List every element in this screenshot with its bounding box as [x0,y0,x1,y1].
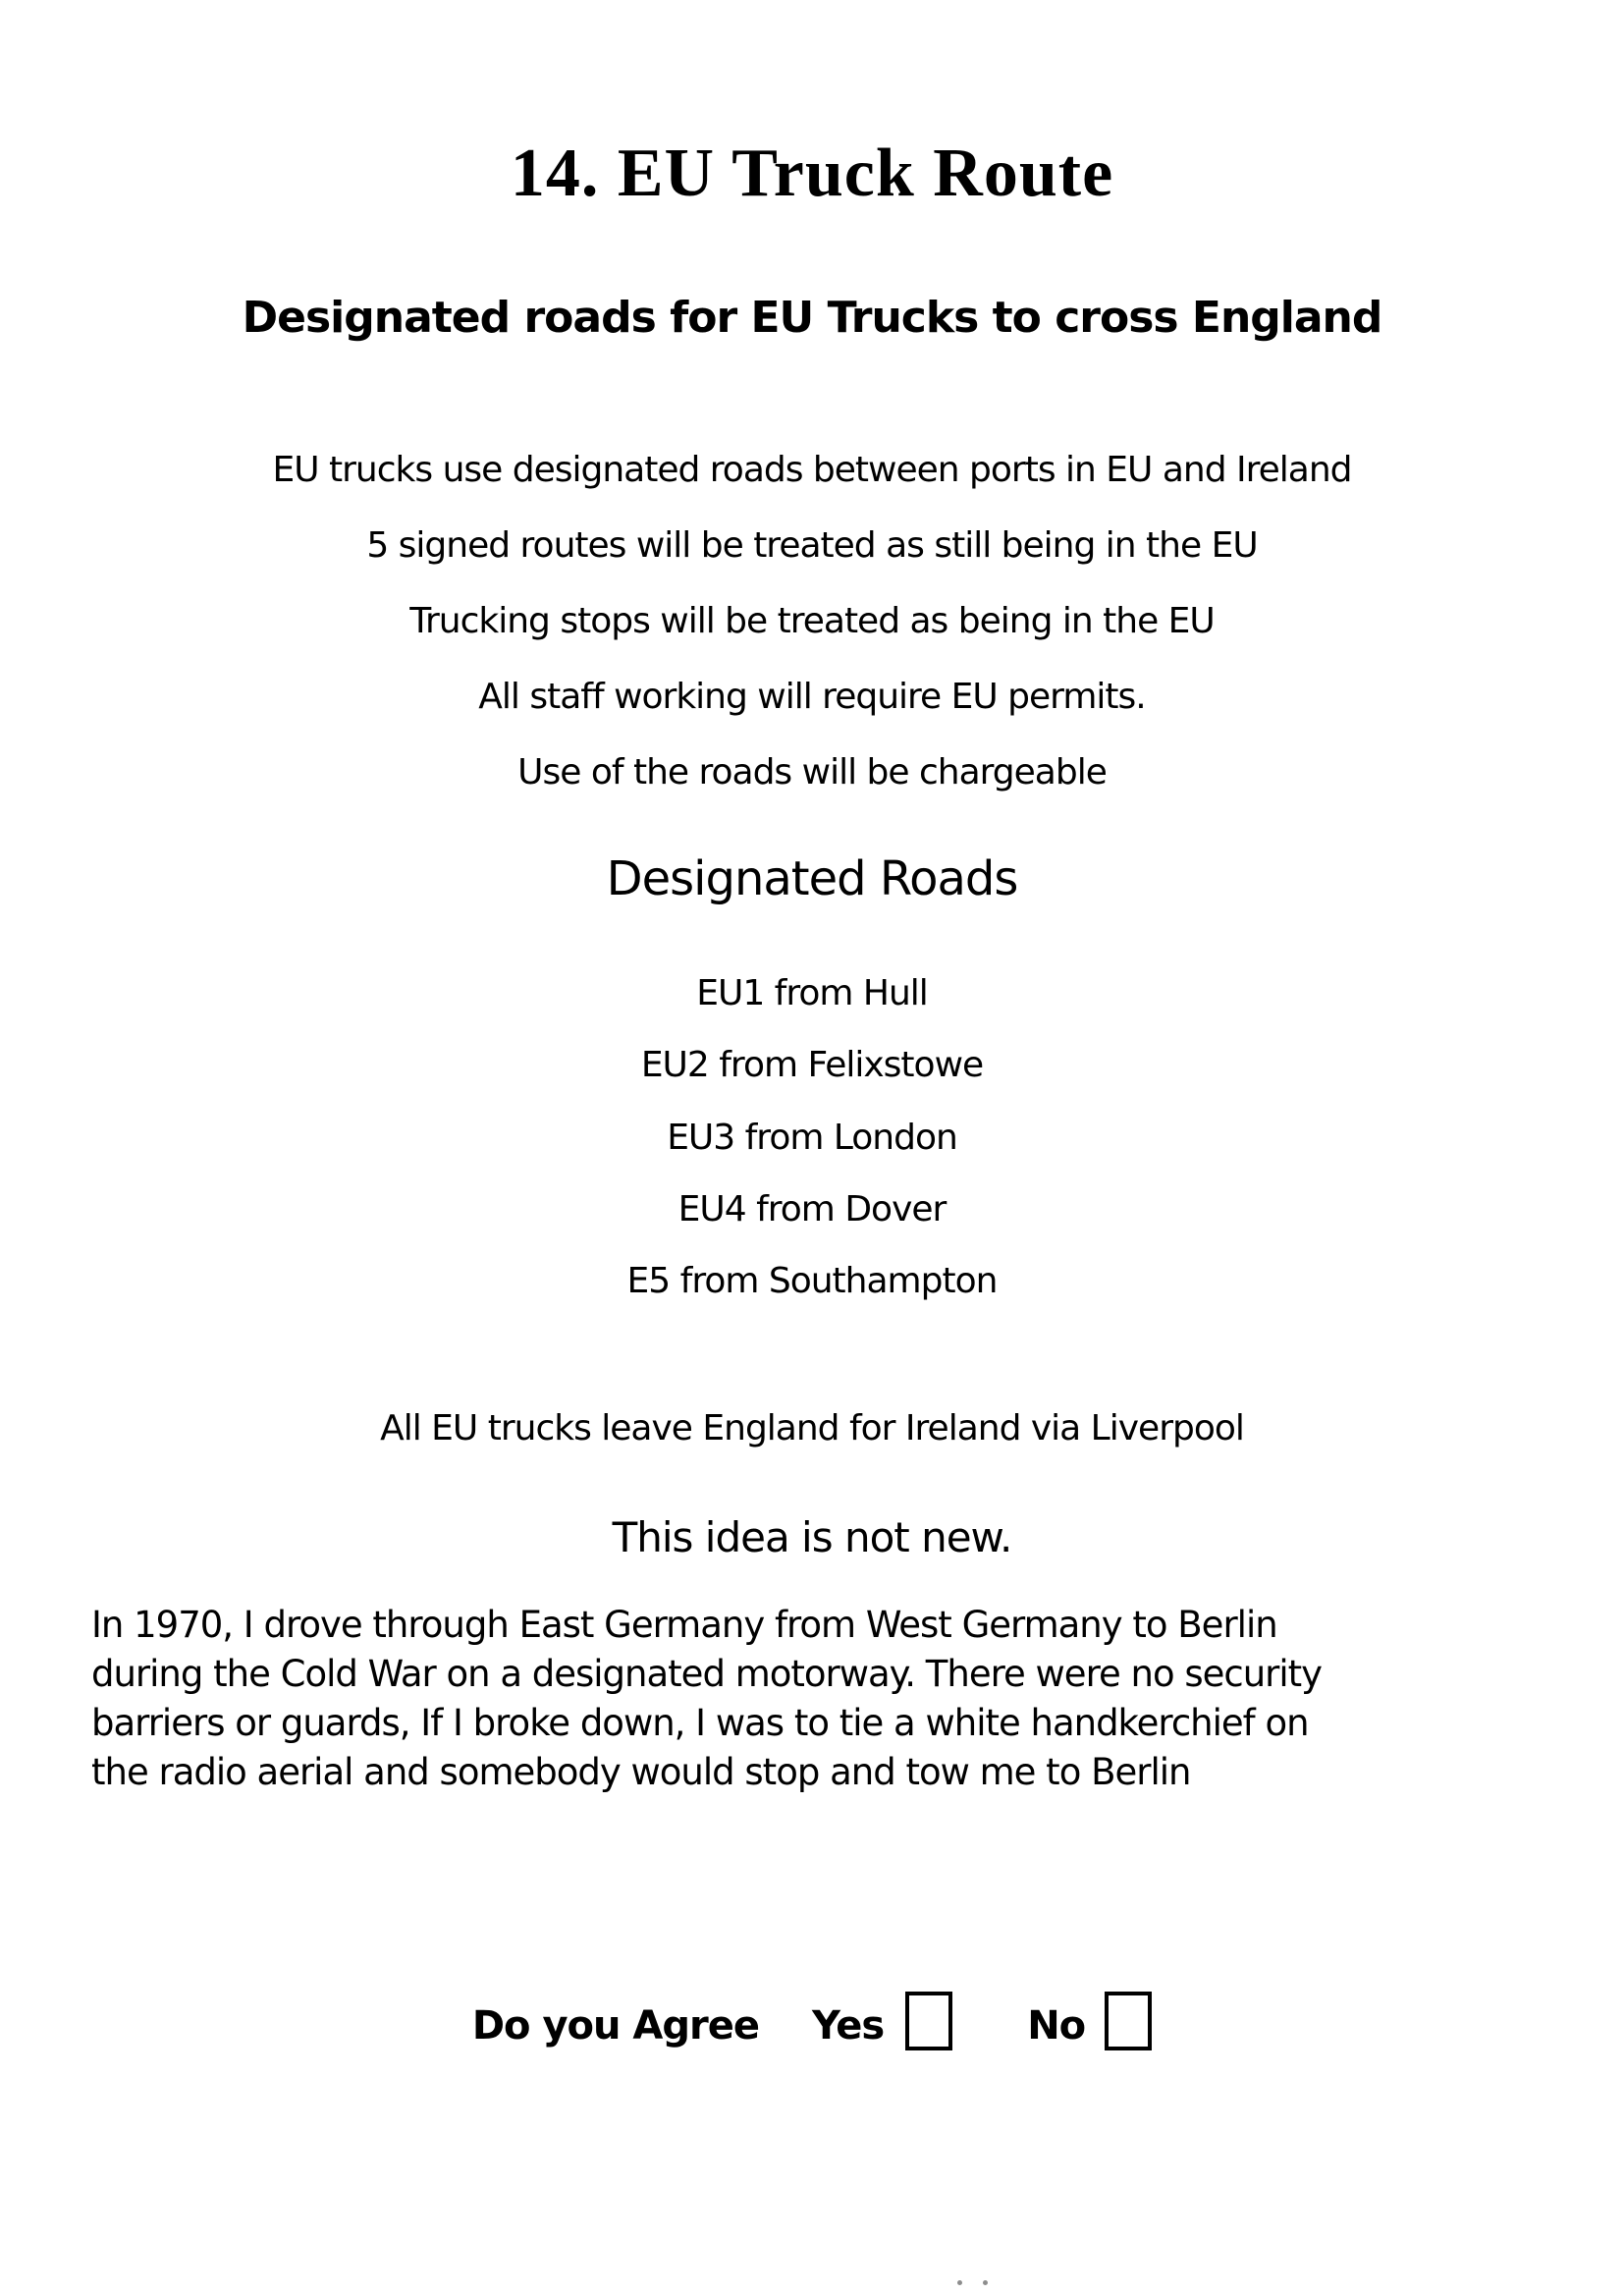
subtitle: Designated roads for EU Trucks to cross England [242,292,1382,343]
liverpool-line: All EU trucks leave England for Ireland via Liverpool [380,1408,1244,1448]
designated-roads-heading: Designated Roads [606,851,1018,906]
agree-question-label: Do you Agree [471,2003,759,2049]
yes-checkbox[interactable] [905,1992,952,2050]
intro-line: Trucking stops will be treated as being in the EU [409,601,1215,641]
intro-line: 5 signed routes will be treated as still being in the EU [366,525,1258,566]
road-list-item: EU2 from Felixstowe [640,1045,984,1085]
road-list-item: EU4 from Dover [677,1189,947,1229]
road-list-item: E5 from Southampton [626,1261,998,1301]
intro-line: EU trucks use designated roads between ports in EU and Ireland [272,450,1352,490]
intro-line: All staff working will require EU permits. [478,677,1146,717]
history-line: barriers or guards, If I broke down, I was to tie a white handkerchief on [91,1702,1309,1744]
scan-artifact-dot [957,2280,962,2285]
road-list-item: EU3 from London [667,1118,957,1158]
intro-line: Use of the roads will be chargeable [517,752,1107,792]
no-checkbox[interactable] [1105,1992,1152,2050]
agree-row [0,2003,1624,2062]
no-label: No [1027,2003,1086,2049]
history-paragraph [91,1601,1536,1797]
scan-artifact-dot [983,2280,988,2285]
idea-heading: This idea is not new. [612,1513,1012,1561]
history-line: In 1970, I drove through East Germany from West Germany to Berlin [91,1604,1277,1646]
history-line: during the Cold War on a designated motorway. There were no security [91,1653,1323,1695]
history-line: the radio aerial and somebody would stop and tow me to Berlin [91,1751,1191,1793]
road-list-item: EU1 from Hull [696,973,928,1013]
page-title: 14. EU Truck Route [510,135,1114,211]
yes-label: Yes [811,2003,885,2049]
